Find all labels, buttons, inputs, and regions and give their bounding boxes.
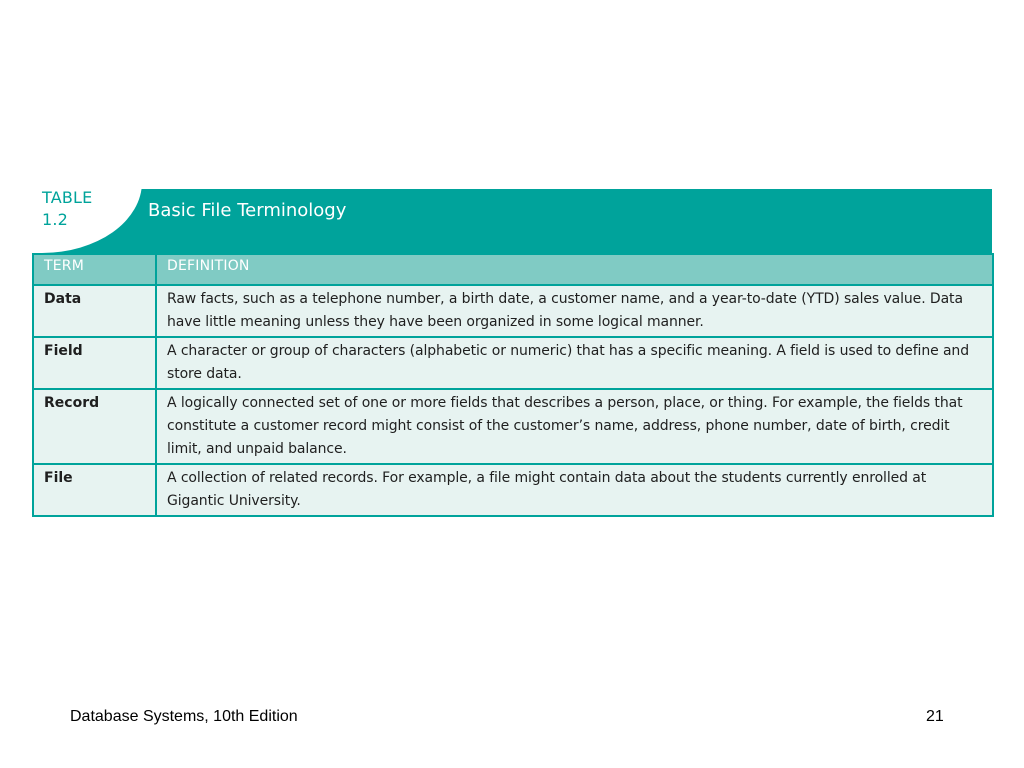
column-header-term: TERM bbox=[33, 254, 156, 285]
definition-cell: Raw facts, such as a telephone number, a birth date, a customer name, and a year-to-date (YTD) sales value. Data have little meaning unless they have been organized in some logical manner. bbox=[156, 285, 993, 337]
table-title: Basic File Terminology bbox=[148, 200, 347, 221]
page-number: 21 bbox=[926, 708, 944, 725]
term-cell: Record bbox=[33, 389, 156, 464]
table-label: TABLE bbox=[42, 188, 93, 207]
term-cell: File bbox=[33, 464, 156, 516]
column-header-definition: DEFINITION bbox=[156, 254, 993, 285]
terminology-table bbox=[32, 253, 994, 517]
table-number-value: 1.2 bbox=[42, 210, 69, 229]
table-row bbox=[33, 285, 993, 337]
table-row bbox=[33, 389, 993, 464]
footer-book-title: Database Systems, 10th Edition bbox=[70, 708, 298, 725]
table-number bbox=[42, 187, 92, 231]
term-cell: Data bbox=[33, 285, 156, 337]
table-row bbox=[33, 464, 993, 516]
definition-cell: A logically connected set of one or more fields that describes a person, place, or thing. For example, the fields that constitute a customer record might consist of the customer’s name, address, phone number, date of birth, credit limit, and unpaid balance. bbox=[156, 389, 993, 464]
table-header-row bbox=[33, 254, 993, 285]
term-cell: Field bbox=[33, 337, 156, 389]
table-title-band bbox=[32, 189, 992, 253]
table-row bbox=[33, 337, 993, 389]
definition-cell: A collection of related records. For example, a file might contain data about the students currently enrolled at Gigantic University. bbox=[156, 464, 993, 516]
definition-cell: A character or group of characters (alphabetic or numeric) that has a specific meaning. A field is used to define and store data. bbox=[156, 337, 993, 389]
